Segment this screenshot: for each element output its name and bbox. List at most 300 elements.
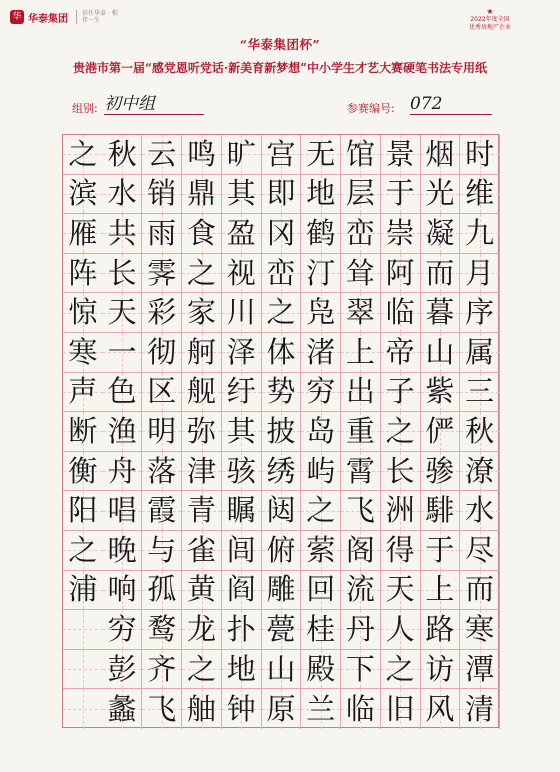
handwritten-character: 视	[226, 255, 256, 290]
grid-cell	[341, 531, 381, 571]
handwritten-character: 盈	[226, 215, 256, 250]
handwritten-character: 惊	[68, 295, 98, 330]
handwritten-character: 阁	[345, 532, 375, 567]
star-icon: ★	[486, 7, 494, 16]
handwritten-character: 共	[107, 215, 137, 250]
award-line2: 优秀房地产企业	[468, 24, 511, 31]
handwritten-character: 潭	[465, 651, 495, 686]
handwritten-character: 洲	[385, 493, 415, 528]
handwritten-character: 天	[385, 572, 415, 607]
grid-cell	[182, 650, 222, 690]
handwritten-character: 雨	[147, 215, 177, 250]
group-label: 组别:	[72, 102, 98, 115]
handwritten-character: 弥	[187, 413, 217, 448]
handwritten-character: 鸣	[187, 136, 217, 171]
sponsor-logo	[10, 9, 122, 25]
handwritten-character: 汀	[306, 255, 336, 290]
grid-cell	[222, 452, 262, 492]
handwritten-character: 景	[385, 136, 415, 171]
handwritten-character: 响	[107, 572, 137, 607]
grid-cell	[63, 531, 103, 571]
handwritten-character: 云	[147, 136, 177, 171]
grid-cell	[103, 373, 143, 413]
handwritten-character: 骇	[226, 453, 256, 488]
grid-cell	[460, 135, 500, 175]
grid-cell	[460, 531, 500, 571]
grid-cell	[182, 412, 222, 452]
grid-cell	[63, 491, 103, 531]
handwritten-character: 下	[345, 651, 375, 686]
handwritten-character: 寒	[68, 334, 98, 369]
handwritten-character: 明	[147, 413, 177, 448]
grid-cell	[381, 214, 421, 254]
handwritten-character: 舳	[187, 691, 217, 726]
grid-cell	[182, 689, 222, 729]
grid-cell	[301, 254, 341, 294]
handwritten-character: 时	[465, 136, 495, 171]
handwritten-character: 声	[68, 374, 98, 409]
handwritten-character: 雕	[266, 572, 296, 607]
grid-cell	[381, 412, 421, 452]
grid-cell	[381, 650, 421, 690]
handwritten-character: 绣	[266, 453, 296, 488]
handwritten-character: 峦	[266, 255, 296, 290]
handwritten-character: 而	[465, 572, 495, 607]
handwritten-character: 出	[345, 374, 375, 409]
handwritten-character: 清	[465, 691, 495, 726]
handwritten-character: 与	[147, 532, 177, 567]
handwritten-character	[63, 650, 103, 689]
grid-cell	[262, 531, 302, 571]
handwritten-character: 之	[385, 413, 415, 448]
grid-cell	[262, 650, 302, 690]
grid-cell	[341, 689, 381, 729]
handwritten-character: 风	[425, 691, 455, 726]
handwritten-character: 无	[306, 136, 336, 171]
handwritten-character: 上	[425, 572, 455, 607]
handwritten-character: 山	[266, 651, 296, 686]
grid-cell	[222, 254, 262, 294]
handwritten-character: 凫	[306, 295, 336, 330]
handwritten-character: 维	[465, 176, 495, 211]
grid-cell	[341, 452, 381, 492]
grid-cell	[182, 491, 222, 531]
handwritten-character: 馆	[345, 136, 375, 171]
grid-cell	[103, 333, 143, 373]
grid-cell	[262, 293, 302, 333]
writing-grid	[62, 134, 499, 728]
grid-cell	[262, 175, 302, 215]
handwritten-character: 地	[226, 651, 256, 686]
grid-cell	[421, 610, 461, 650]
grid-cell	[222, 412, 262, 452]
grid-cell	[63, 373, 103, 413]
grid-cell	[262, 333, 302, 373]
grid-cell	[142, 254, 182, 294]
handwritten-character: 销	[147, 176, 177, 211]
handwritten-character: 翠	[345, 295, 375, 330]
grid-cell	[103, 571, 143, 611]
handwritten-character: 回	[306, 572, 336, 607]
handwritten-character: 长	[385, 453, 415, 488]
grid-cell	[301, 293, 341, 333]
handwritten-character: 滨	[68, 176, 98, 211]
grid-cell	[182, 373, 222, 413]
grid-cell	[63, 610, 103, 650]
handwritten-character: 暮	[425, 295, 455, 330]
grid-cell	[182, 531, 222, 571]
grid-cell	[222, 373, 262, 413]
handwritten-character: 原	[266, 691, 296, 726]
handwritten-character: 其	[226, 413, 256, 448]
grid-cell	[103, 293, 143, 333]
handwritten-character: 衡	[68, 453, 98, 488]
grid-cell	[222, 293, 262, 333]
grid-cell	[381, 491, 421, 531]
grid-cell	[301, 135, 341, 175]
sponsor-logo-icon: 华	[10, 10, 24, 24]
handwritten-character	[63, 689, 103, 729]
handwritten-character: 阎	[226, 572, 256, 607]
grid-cell	[63, 333, 103, 373]
handwritten-character: 之	[68, 532, 98, 567]
grid-cell	[381, 333, 421, 373]
grid-cell	[222, 491, 262, 531]
grid-cell	[63, 254, 103, 294]
handwritten-character: 体	[266, 334, 296, 369]
handwritten-character: 彩	[147, 295, 177, 330]
handwritten-character: 即	[266, 176, 296, 211]
handwritten-character: 旷	[226, 136, 256, 171]
handwritten-character: 食	[187, 215, 217, 250]
grid-cell	[341, 333, 381, 373]
grid-cell	[421, 452, 461, 492]
award-line1: 2022年度全国	[470, 16, 510, 23]
grid-cell	[301, 689, 341, 729]
grid-cell	[182, 214, 222, 254]
grid-cell	[381, 610, 421, 650]
handwritten-character: 子	[385, 374, 415, 409]
handwritten-character: 阳	[68, 493, 98, 528]
grid-cell	[341, 610, 381, 650]
grid-cell	[341, 650, 381, 690]
handwritten-character: 俨	[425, 413, 455, 448]
grid-cell	[63, 293, 103, 333]
grid-cell	[262, 689, 302, 729]
grid-cell	[460, 491, 500, 531]
grid-cell	[103, 412, 143, 452]
entry-number-label: 参赛编号:	[347, 102, 395, 115]
handwritten-character: 骖	[425, 453, 455, 488]
grid-cell	[142, 293, 182, 333]
grid-cell	[421, 135, 461, 175]
handwritten-character: 三	[465, 374, 495, 409]
handwritten-character: 得	[385, 532, 415, 567]
grid-cell	[341, 214, 381, 254]
handwritten-character: 路	[425, 611, 455, 646]
handwritten-character: 崇	[385, 215, 415, 250]
handwritten-character: 临	[345, 691, 375, 726]
grid-cell	[381, 175, 421, 215]
grid-cell	[142, 175, 182, 215]
handwritten-character: 青	[187, 493, 217, 528]
grid-cell	[301, 452, 341, 492]
grid-cell	[421, 650, 461, 690]
grid-cell	[460, 689, 500, 729]
grid-cell	[142, 373, 182, 413]
grid-cell	[381, 571, 421, 611]
handwritten-character: 访	[425, 651, 455, 686]
grid-cell	[341, 293, 381, 333]
grid-cell	[142, 333, 182, 373]
handwritten-character: 光	[425, 176, 455, 211]
handwritten-character: 鼎	[187, 176, 217, 211]
handwritten-character: 舰	[187, 374, 217, 409]
grid-cell	[182, 135, 222, 175]
handwritten-character: 色	[107, 374, 137, 409]
grid-cell	[301, 175, 341, 215]
grid-cell	[262, 135, 302, 175]
grid-cell	[182, 333, 222, 373]
handwritten-character: 穷	[107, 611, 137, 646]
grid-cell	[142, 531, 182, 571]
handwritten-character: 飞	[345, 493, 375, 528]
grid-cell	[262, 491, 302, 531]
grid-cell	[262, 373, 302, 413]
contest-cup-title: “华泰集团杯”	[239, 37, 321, 52]
grid-cell	[421, 175, 461, 215]
grid-cell	[182, 452, 222, 492]
handwritten-character: 之	[68, 136, 98, 171]
grid-cell	[381, 293, 421, 333]
handwritten-character: 上	[345, 334, 375, 369]
grid-cell	[341, 175, 381, 215]
handwritten-character: 霄	[345, 453, 375, 488]
handwritten-character: 而	[425, 255, 455, 290]
handwritten-character: 霞	[147, 493, 177, 528]
grid-cell	[341, 491, 381, 531]
handwritten-character: 宫	[266, 136, 296, 171]
handwritten-character: 冈	[266, 215, 296, 250]
grid-cell	[381, 689, 421, 729]
handwritten-character: 黄	[187, 572, 217, 607]
handwritten-character: 水	[465, 493, 495, 528]
handwritten-character: 俯	[266, 532, 296, 567]
handwritten-character: 唱	[107, 493, 137, 528]
handwritten-character: 阵	[68, 255, 98, 290]
grid-cell	[182, 175, 222, 215]
grid-cell	[103, 254, 143, 294]
grid-cell	[381, 254, 421, 294]
grid-cell	[421, 689, 461, 729]
grid-cell	[301, 214, 341, 254]
handwritten-character: 凝	[425, 215, 455, 250]
grid-cell	[460, 412, 500, 452]
handwritten-character: 齐	[147, 651, 177, 686]
grid-cell	[142, 214, 182, 254]
grid-cell	[460, 650, 500, 690]
handwritten-character: 地	[306, 176, 336, 211]
handwritten-character: 雁	[68, 215, 98, 250]
handwritten-character: 鹤	[306, 215, 336, 250]
handwritten-character: 区	[147, 374, 177, 409]
grid-cell	[301, 412, 341, 452]
grid-cell	[103, 491, 143, 531]
handwritten-character: 穷	[306, 374, 336, 409]
grid-cell	[103, 175, 143, 215]
handwritten-character: 舟	[107, 453, 137, 488]
handwritten-character: 潦	[465, 453, 495, 488]
grid-cell	[460, 293, 500, 333]
handwritten-character: 帝	[385, 334, 415, 369]
handwritten-character: 秋	[465, 413, 495, 448]
grid-cell	[103, 452, 143, 492]
grid-cell	[341, 254, 381, 294]
sponsor-slogan: 信任华泰 · 相伴一生	[76, 10, 122, 24]
handwritten-character: 舸	[187, 334, 217, 369]
grid-cell	[63, 175, 103, 215]
grid-cell	[103, 689, 143, 729]
grid-cell	[460, 610, 500, 650]
grid-cell	[421, 373, 461, 413]
handwritten-character: 霁	[147, 255, 177, 290]
grid-cell	[63, 452, 103, 492]
handwritten-character: 于	[425, 532, 455, 567]
grid-cell	[63, 214, 103, 254]
grid-cell	[381, 452, 421, 492]
handwritten-character: 长	[107, 255, 137, 290]
grid-cell	[301, 333, 341, 373]
handwritten-character: 殿	[306, 651, 336, 686]
handwritten-character: 之	[187, 255, 217, 290]
handwritten-character: 孤	[147, 572, 177, 607]
handwritten-character: 一	[107, 334, 137, 369]
handwritten-character: 龙	[187, 611, 217, 646]
grid-cell	[381, 531, 421, 571]
handwritten-character: 屿	[306, 453, 336, 488]
handwritten-character: 于	[385, 176, 415, 211]
handwritten-character: 重	[345, 413, 375, 448]
handwritten-character: 家	[187, 295, 217, 330]
handwritten-character: 闼	[266, 493, 296, 528]
grid-cell	[262, 610, 302, 650]
handwritten-character: 耸	[345, 255, 375, 290]
handwritten-character: 人	[385, 611, 415, 646]
handwritten-character: 萦	[306, 532, 336, 567]
grid-cell	[222, 333, 262, 373]
handwritten-character: 鹜	[147, 611, 177, 646]
handwritten-character: 九	[465, 215, 495, 250]
handwritten-character: 紫	[425, 374, 455, 409]
grid-cell	[301, 571, 341, 611]
handwritten-character: 川	[226, 295, 256, 330]
handwritten-character: 阿	[385, 255, 415, 290]
grid-cell	[142, 135, 182, 175]
handwritten-character: 闾	[226, 532, 256, 567]
grid-cell	[142, 650, 182, 690]
handwritten-character: 泽	[226, 334, 256, 369]
grid-cell	[301, 491, 341, 531]
grid-cell	[460, 452, 500, 492]
grid-cell	[460, 175, 500, 215]
handwritten-character: 晚	[107, 532, 137, 567]
grid-cell	[142, 491, 182, 531]
grid-cell	[63, 689, 103, 729]
handwritten-character: 月	[465, 255, 495, 290]
grid-cell	[142, 610, 182, 650]
handwritten-character: 瞩	[226, 493, 256, 528]
grid-cell	[381, 373, 421, 413]
handwritten-character: 丹	[345, 611, 375, 646]
grid-cell	[103, 610, 143, 650]
grid-cell	[222, 135, 262, 175]
grid-cell	[421, 254, 461, 294]
contest-full-title: 贵港市第一届“感党恩听党话·新美育新梦想”中小学生才艺大赛硬笔书法专用纸	[73, 61, 487, 75]
grid-cell	[262, 571, 302, 611]
handwritten-character: 兰	[306, 691, 336, 726]
grid-cell	[142, 571, 182, 611]
grid-cell	[182, 293, 222, 333]
grid-cell	[421, 531, 461, 571]
handwritten-character: 之	[187, 651, 217, 686]
grid-cell	[460, 373, 500, 413]
handwritten-character: 临	[385, 295, 415, 330]
grid-cell	[421, 412, 461, 452]
handwritten-character: 渚	[306, 334, 336, 369]
grid-cell	[341, 135, 381, 175]
handwritten-character: 浦	[68, 572, 98, 607]
grid-cell	[182, 571, 222, 611]
grid-cell	[301, 373, 341, 413]
handwritten-character: 烟	[425, 136, 455, 171]
grid-cell	[142, 452, 182, 492]
handwritten-character: 纡	[226, 374, 256, 409]
grid-cell	[103, 531, 143, 571]
handwritten-character: 钟	[226, 691, 256, 726]
grid-cell	[421, 293, 461, 333]
handwritten-character: 序	[465, 295, 495, 330]
grid-cell	[460, 254, 500, 294]
grid-cell	[222, 689, 262, 729]
entry-number-value: 072	[410, 94, 492, 115]
grid-cell	[222, 610, 262, 650]
grid-cell	[182, 254, 222, 294]
grid-cell	[63, 571, 103, 611]
handwritten-character: 落	[147, 453, 177, 488]
handwritten-character: 水	[107, 176, 137, 211]
handwritten-character: 甍	[266, 611, 296, 646]
grid-cell	[421, 214, 461, 254]
handwritten-character: 属	[465, 334, 495, 369]
grid-cell	[301, 531, 341, 571]
handwritten-character: 山	[425, 334, 455, 369]
grid-cell	[103, 650, 143, 690]
grid-cell	[421, 571, 461, 611]
handwritten-character: 渔	[107, 413, 137, 448]
handwritten-character: 彭	[107, 651, 137, 686]
grid-cell	[222, 214, 262, 254]
grid-cell	[421, 333, 461, 373]
grid-cell	[222, 650, 262, 690]
handwritten-character: 津	[187, 453, 217, 488]
grid-cell	[63, 412, 103, 452]
grid-cell	[262, 214, 302, 254]
handwritten-character: 尽	[465, 532, 495, 567]
grid-cell	[182, 610, 222, 650]
grid-cell	[262, 452, 302, 492]
handwritten-character: 层	[345, 176, 375, 211]
grid-cell	[222, 571, 262, 611]
